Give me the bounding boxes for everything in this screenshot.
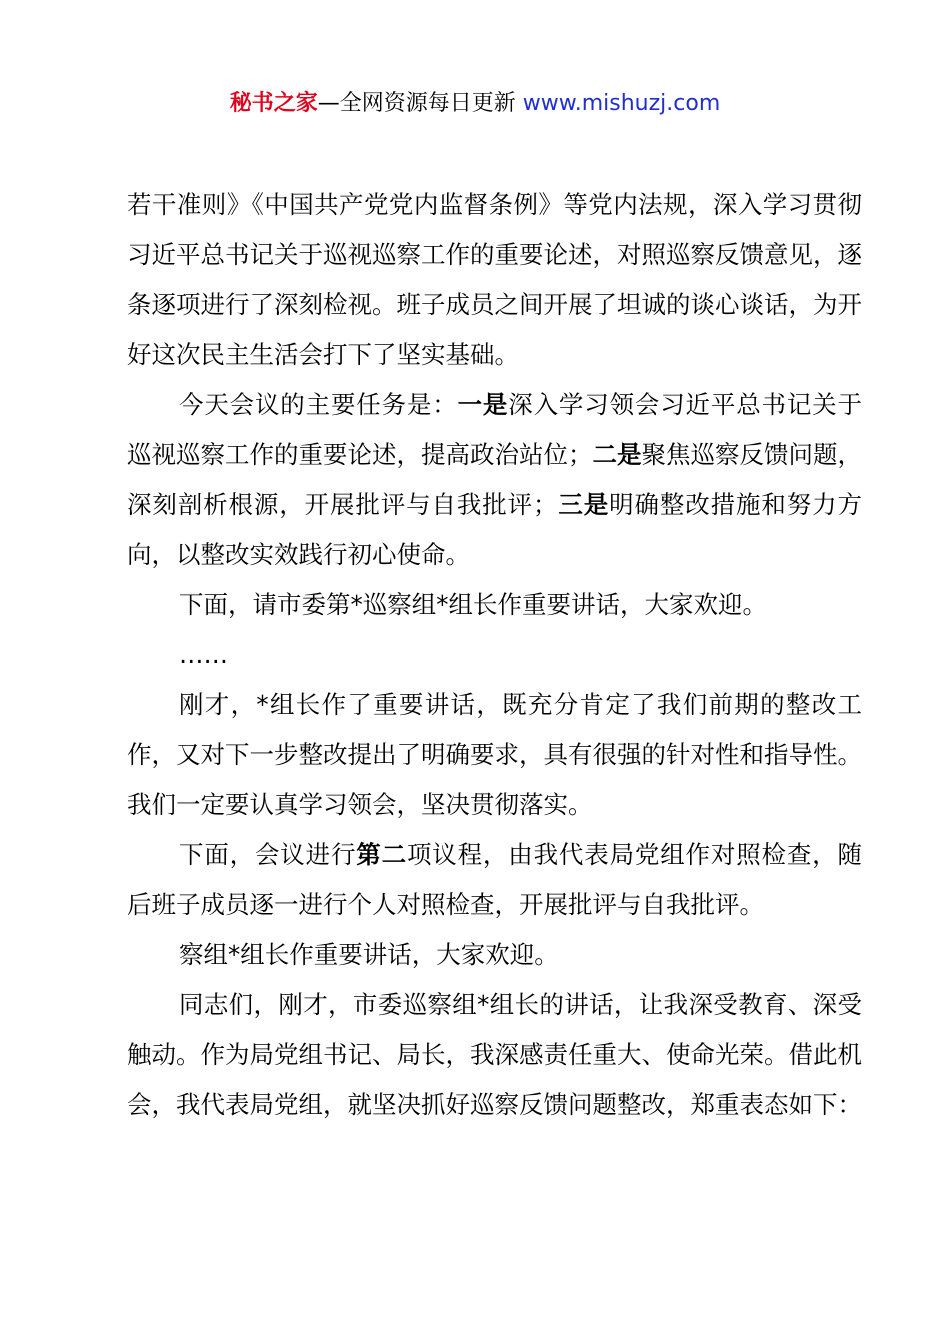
p2-bold-third: 三是 bbox=[557, 490, 610, 519]
paragraph-5: 刚才，*组长作了重要讲话，既充分肯定了我们前期的整改工作，又对下一步整改提出了明确要求，具有很强的针对性和指导性。我们一定要认真学习领会，坚决贯彻落实。 bbox=[127, 690, 862, 819]
paragraph-ellipsis: …… bbox=[179, 640, 228, 669]
brand-name: 秘书之家 bbox=[229, 91, 318, 116]
p2-intro: 今天会议的主要任务是： bbox=[179, 390, 458, 419]
header-tagline: —全网资源每日更新 bbox=[317, 91, 523, 116]
paragraph-1: 若干准则》《中国共产党党内监督条例》等党内法规，深入学习贯彻习近平总书记关于巡视巡察工作的重要论述，对照巡察反馈意见，逐条逐项进行了深刻检视。班子成员之间开展了坦诚的谈心谈话，为开好这次民主生活会打下了坚实基础。 bbox=[127, 190, 862, 369]
p6-bold-second: 第二 bbox=[356, 840, 407, 869]
p2-bold-first: 一是 bbox=[457, 390, 509, 419]
p2-bold-second: 二是 bbox=[592, 440, 642, 469]
p6-intro: 下面，会议进行 bbox=[179, 840, 357, 869]
paragraph-7: 察组*组长作重要讲话，大家欢迎。 bbox=[179, 940, 559, 969]
p2-task-1: 深入学习领会习近平总书记关于巡视巡察工作的重要论述，提高政治站位； bbox=[127, 390, 863, 469]
paragraph-8: 同志们，刚才，市委巡察组*组长的讲话，让我深受教育、深受触动。作为局党组书记、局长，我深感责任重大、使命光荣。借此机会，我代表局党组，就坚决抓好巡察反馈问题整改，郑重表态如下： bbox=[127, 990, 862, 1119]
site-header bbox=[0, 86, 950, 122]
paragraph-3: 下面，请市委第*巡察组*组长作重要讲话，大家欢迎。 bbox=[179, 590, 767, 619]
paragraph-2 bbox=[127, 380, 862, 580]
site-url-link[interactable]: www.mishuzj.com bbox=[522, 91, 721, 116]
document-body bbox=[127, 180, 862, 1130]
paragraph-6 bbox=[127, 830, 862, 930]
p2-task-3: 明确整改措施和努力方向，以整改实效践行初心使命。 bbox=[127, 490, 862, 569]
p6-rest: 项议程，由我代表局党组作对照检查，随后班子成员逐一进行个人对照检查，开展批评与自我批评。 bbox=[127, 840, 863, 919]
p2-task-2: 聚焦巡察反馈问题，深刻剖析根源，开展批评与自我批评； bbox=[127, 440, 862, 519]
